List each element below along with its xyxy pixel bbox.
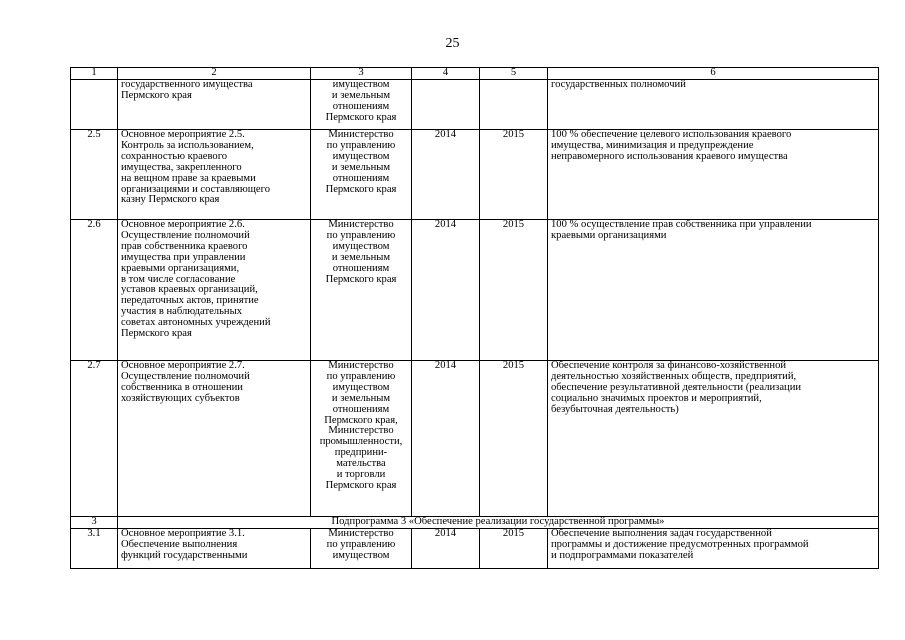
cell-text-line: Пермского края xyxy=(325,273,397,285)
cell-text-line: по управлению xyxy=(326,139,396,151)
responsible-executor xyxy=(311,130,412,220)
cell-text-line: Основное мероприятие 2.5. xyxy=(121,129,245,140)
activity-name xyxy=(118,528,311,568)
row-number xyxy=(71,80,118,130)
cell-text-line: 100 % осуществление прав собственника при управлении xyxy=(551,219,812,230)
cell-text-line: Контроль за использованием, xyxy=(121,139,254,151)
activity-name xyxy=(118,130,311,220)
cell-text-line: уставов краевых организаций, xyxy=(121,284,258,296)
cell-text-line: имущества, минимизация и предупреждение xyxy=(551,139,754,151)
cell-text-line: прав собственника краевого xyxy=(121,240,248,252)
start-year: 2014 xyxy=(412,220,480,361)
cell-text-line: Основное мероприятие 3.1. xyxy=(121,527,245,539)
cell-text-line: социально значимых проектов и мероприятий, xyxy=(551,392,762,404)
page-number: 25 xyxy=(445,36,460,51)
end-year: 2015 xyxy=(480,130,548,220)
cell-text-line: 100 % обеспечение целевого использования краевого xyxy=(551,129,792,140)
cell-text-line: имущества при управлении xyxy=(121,251,246,263)
column-header: 1 xyxy=(71,68,118,80)
cell-text-line: Обеспечение выполнения задач государственной xyxy=(551,527,772,539)
cell-text-line: государственного имущества xyxy=(121,79,253,90)
cell-text-line: Министерство xyxy=(328,425,394,437)
cell-text-line: Осуществление полномочий xyxy=(121,370,250,382)
end-year: 2015 xyxy=(480,528,548,568)
cell-text-line: Обеспечение контроля за финансово-хозяйственной xyxy=(551,360,787,371)
column-header: 5 xyxy=(480,68,548,80)
row-number: 2.5 xyxy=(71,130,118,220)
subprogram-number: 3 xyxy=(71,517,118,529)
cell-text-line: краевыми организациями, xyxy=(121,262,240,274)
cell-text-line: и земельным xyxy=(331,89,391,101)
cell-text-line: Министерство xyxy=(328,129,394,140)
cell-text-line: и земельным xyxy=(331,392,391,404)
cell-text-line: отношениям xyxy=(332,172,390,184)
cell-text-line: казну Пермского края xyxy=(121,194,220,206)
column-header: 6 xyxy=(548,68,879,80)
cell-text-line: советах автономных учреждений xyxy=(121,317,271,329)
cell-text-line: имуществом xyxy=(332,150,390,162)
cell-text-line: сохранностью краевого xyxy=(121,150,228,162)
cell-text-line: и земельным xyxy=(331,161,391,173)
table-row xyxy=(71,220,879,361)
cell-text-line: на вещном праве за краевыми xyxy=(121,172,256,184)
expected-result xyxy=(548,361,879,517)
column-header: 2 xyxy=(118,68,311,80)
row-number: 2.7 xyxy=(71,361,118,517)
start-year xyxy=(412,80,480,130)
expected-result xyxy=(548,130,879,220)
cell-text-line: по управлению xyxy=(326,370,396,382)
cell-text-line: Министерство xyxy=(328,219,394,230)
start-year: 2014 xyxy=(412,361,480,517)
expected-result xyxy=(548,528,879,568)
column-header: 3 xyxy=(311,68,412,80)
cell-text-line: функций государственными xyxy=(121,549,248,561)
expected-result xyxy=(548,80,879,130)
row-number: 3.1 xyxy=(71,528,118,568)
activity-name xyxy=(118,220,311,361)
start-year: 2014 xyxy=(412,130,480,220)
cell-text-line: программы и достижение предусмотренных программой xyxy=(551,538,809,550)
table-row xyxy=(71,130,879,220)
cell-text-line: Пермского края, xyxy=(324,414,398,426)
cell-text-line: по управлению xyxy=(326,229,396,241)
cell-text-line: неправомерного использования краевого имущества xyxy=(551,150,788,162)
cell-text-line: промышленности, xyxy=(319,436,403,448)
cell-text-line: собственника в отношении xyxy=(121,381,243,393)
row-number: 2.6 xyxy=(71,220,118,361)
activity-name xyxy=(118,80,311,130)
subprogram-row xyxy=(71,517,879,529)
end-year xyxy=(480,80,548,130)
cell-text-line: в том числе согласование xyxy=(121,273,236,285)
responsible-executor xyxy=(311,80,412,130)
cell-text-line: краевыми организациями xyxy=(551,229,667,241)
responsible-executor xyxy=(311,528,412,568)
cell-text-line: Основное мероприятие 2.6. xyxy=(121,219,245,230)
cell-text-line: Пермского края xyxy=(325,111,397,123)
cell-text-line: имуществом xyxy=(332,381,390,393)
cell-text-line: по управлению xyxy=(326,538,396,550)
cell-text-line: организациями и составляющего xyxy=(121,183,271,195)
cell-text-line: и торговли xyxy=(336,469,386,481)
cell-text-line: отношениям xyxy=(332,403,390,415)
start-year: 2014 xyxy=(412,528,480,568)
cell-text-line: Пермского края xyxy=(121,328,192,340)
cell-text-line: предприни- xyxy=(334,447,388,459)
cell-text-line: отношениям xyxy=(332,100,390,112)
cell-text-line: Основное мероприятие 2.7. xyxy=(121,360,245,371)
cell-text-line: отношениям xyxy=(332,262,390,274)
end-year: 2015 xyxy=(480,220,548,361)
responsible-executor xyxy=(311,220,412,361)
subprogram-title: Подпрограмма 3 «Обеспечение реализации государственной программы» xyxy=(118,517,879,529)
cell-text-line: обеспечение результативной деятельности (реализации xyxy=(551,381,802,393)
cell-text-line: имуществом xyxy=(332,79,390,90)
cell-text-line: деятельностью хозяйственных обществ, предприятий, xyxy=(551,370,797,382)
cell-text-line: передаточных актов, принятие xyxy=(121,295,259,307)
cell-text-line: безубыточная деятельность) xyxy=(551,403,679,415)
end-year: 2015 xyxy=(480,361,548,517)
cell-text-line: Министерство xyxy=(328,360,394,371)
table-row xyxy=(71,528,879,568)
activity-name xyxy=(118,361,311,517)
cell-text-line: участия в наблюдательных xyxy=(121,306,243,318)
activities-table xyxy=(70,67,879,569)
cell-text-line: и земельным xyxy=(331,251,391,263)
cell-text-line: Министерство xyxy=(328,527,394,539)
table-row xyxy=(71,361,879,517)
table-header-row xyxy=(71,68,879,80)
cell-text-line: мательства xyxy=(336,458,386,470)
cell-text-line: Пермского края xyxy=(325,479,397,491)
cell-text-line: имуществом xyxy=(332,549,390,561)
expected-result xyxy=(548,220,879,361)
cell-text-line: имуществом xyxy=(332,240,390,252)
responsible-executor xyxy=(311,361,412,517)
cell-text-line: хозяйствующих субъектов xyxy=(121,392,240,404)
cell-text-line: и подпрограммами показателей xyxy=(551,549,694,561)
column-header: 4 xyxy=(412,68,480,80)
cell-text-line: Обеспечение выполнения xyxy=(121,538,238,550)
cell-text-line: Пермского края xyxy=(121,89,192,101)
cell-text-line: имущества, закрепленного xyxy=(121,161,242,173)
cell-text-line: Осуществление полномочий xyxy=(121,229,250,241)
cell-text-line: государственных полномочий xyxy=(551,79,686,90)
table-row xyxy=(71,80,879,130)
cell-text-line: Пермского края xyxy=(325,183,397,195)
